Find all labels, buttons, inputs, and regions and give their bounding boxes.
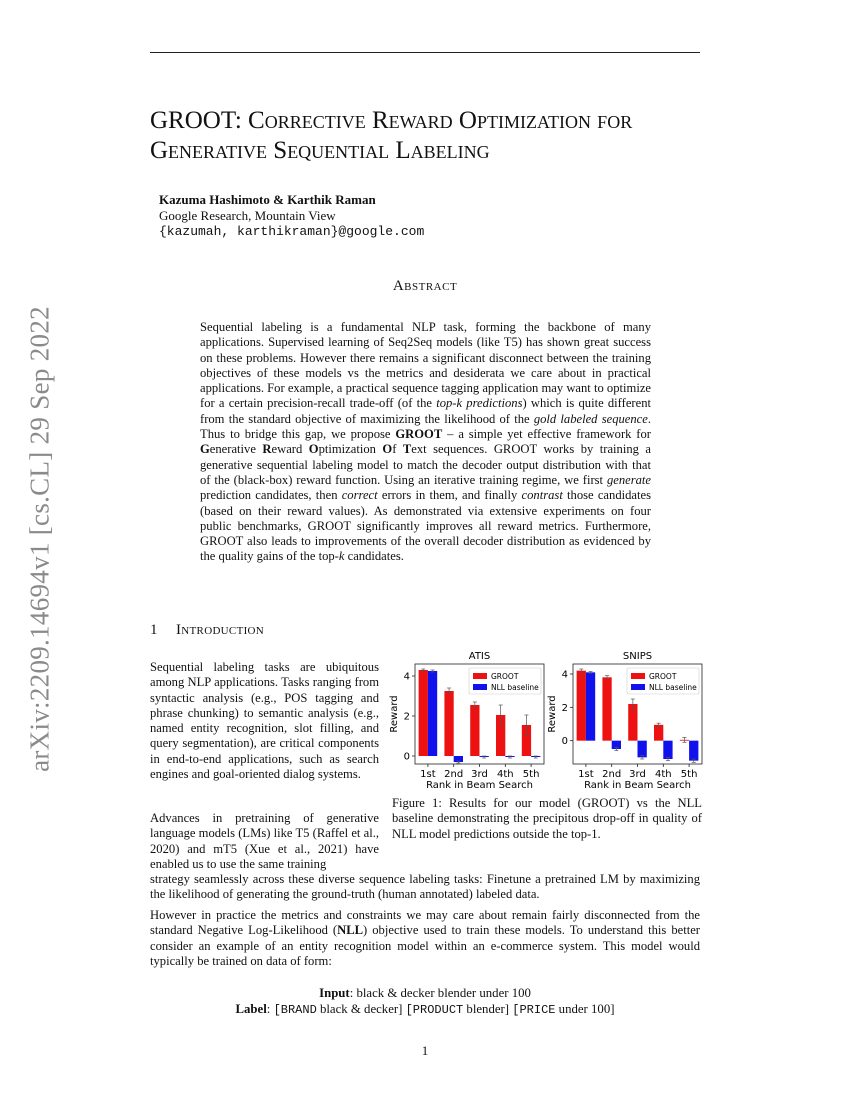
figure-1-snips-chart (545, 648, 707, 791)
y-axis-label: Reward (547, 695, 558, 733)
x-tick-label: 5th (522, 769, 540, 780)
bar-groot-2nd (602, 677, 611, 740)
paper-title: GROOT: Corrective Reward Optimization for Generative Sequential Labeling (150, 107, 633, 164)
bar-groot-1st (419, 670, 428, 756)
section-heading (150, 622, 264, 639)
y-tick-label: 0 (561, 736, 568, 748)
arxiv-id-text: arXiv:2209.14694v1 [cs.CL] 29 Sep 2022 (24, 306, 55, 772)
intro-paragraph-3: However in practice the metrics and constraints we may care about remain fairly disconnected from the standard Negative Log-Likelihood (NLL) objective used to train these models. To understand this better consider an example of an entity recognition model within an e-commerce system. This model would typically be trained on data of form: (150, 908, 700, 968)
figure-1-atis-chart (387, 648, 549, 791)
example-input: Input: black & decker blender under 100 (319, 986, 531, 1000)
x-axis-label: Rank in Beam Search (426, 780, 533, 791)
bar-groot-4th (654, 725, 663, 741)
chart-title: ATIS (468, 651, 491, 662)
example-label: Label: [BRAND black & decker] [PRODUCT blender] [PRICE under 100] (235, 1002, 615, 1017)
email: {kazumah, karthikraman}@google.com (159, 224, 425, 239)
legend-swatch-0 (473, 673, 487, 679)
intro-paragraph-1: Sequential labeling tasks are ubiquitous among NLP applications. Tasks ranging from syntactic analysis (e.g., POS tagging and phrase chunking) to semantic analysis (e.g., named entity recognition, slot filling, and query segmentation), are critical components in end-to-end applications, such as search engines and goal-oriented dialog systems. (150, 660, 379, 782)
intro-paragraph-2-wrapped: Advances in pretraining of generative language models (LMs) like T5 (Raffel et al., 2020) and mT5 (Xue et al., 2021) have enabled us to use the same training (150, 811, 379, 871)
arxiv-side-identifier (10, 294, 70, 784)
abstract-body: Sequential labeling is a fundamental NLP task, forming the backbone of many applications. Supervised learning of Seq2Seq models (like T5) has shown great success on these problems. However there remains a significant disconnect between the training objectives of these models vs the metrics and desiderata we care about in practical applications. For example, a practical sequence tagging application may want to optimize for a certain precision-recall trade-off (of the top-k predictions) which is quite different from the standard objective of maximizing the likelihood of the gold labeled sequence. Thus to bridge this gap, we propose GROOT – a simple yet effective framework for Generative Reward Optimization Of Text sequences. GROOT works by training a generative sequential labeling model to match the decoder output distribution with that of the (black-box) reward function. Using an iterative training regime, we first generate prediction candidates, then correct errors in them, and finally contrast those candidates (based on their reward values). As demonstrated via extensive experiments on four public benchmarks, GROOT significantly improves all reward metrics. Furthermore, GROOT also leads to improvements of the overall decoder distribution as evidenced by the quality gains of the top-k candidates. (200, 320, 652, 564)
x-tick-label: 3rd (471, 769, 488, 780)
bar-groot-1st (577, 671, 586, 741)
x-tick-label: 4th (496, 769, 514, 780)
section-title: Introduction (176, 622, 265, 638)
x-tick-label: 1st (578, 769, 594, 780)
legend-swatch-1 (473, 684, 487, 690)
x-tick-label: 1st (420, 769, 436, 780)
intro-paragraph-2-full: strategy seamlessly across these diverse sequence labeling tasks: Finetune a pretrained LM by maximizing the likelihood of generating the ground-truth (human annotated) labeled data. (150, 872, 700, 902)
x-tick-label: 3rd (629, 769, 646, 780)
header-rule (150, 52, 700, 53)
y-tick-label: 4 (403, 671, 410, 683)
affiliation: Google Research, Mountain View (159, 208, 336, 223)
page-number: 1 (421, 1043, 429, 1058)
bar-nll-baseline-1st (428, 671, 437, 756)
bar-nll-baseline-4th (663, 741, 672, 759)
x-tick-label: 2nd (444, 769, 464, 780)
bar-groot-3rd (470, 705, 479, 756)
bar-nll-baseline-5th (689, 741, 698, 761)
bar-nll-baseline-3rd (638, 741, 647, 758)
chart-title: SNIPS (622, 651, 653, 662)
y-tick-label: 2 (561, 702, 568, 714)
bar-groot-3rd (628, 704, 637, 741)
legend-swatch-1 (631, 684, 645, 690)
legend-label-0: GROOT (491, 672, 519, 681)
figure-caption: Figure 1: Results for our model (GROOT) vs the NLL baseline demonstrating the precipitous drop-off in quality of NLL model predictions outside the top-1. (392, 796, 702, 841)
y-tick-label: 0 (403, 751, 410, 763)
x-tick-label: 2nd (602, 769, 622, 780)
x-axis-label: Rank in Beam Search (584, 780, 691, 791)
abstract-heading: Abstract (392, 278, 458, 294)
y-axis-label: Reward (389, 695, 400, 733)
legend-swatch-0 (631, 673, 645, 679)
x-tick-label: 5th (680, 769, 698, 780)
legend-label-1: NLL baseline (491, 683, 539, 692)
legend-label-1: NLL baseline (649, 683, 697, 692)
y-tick-label: 2 (403, 711, 410, 723)
section-number: 1 (150, 622, 158, 638)
legend-label-0: GROOT (649, 672, 677, 681)
authors: Kazuma Hashimoto & Karthik Raman (159, 192, 376, 207)
y-tick-label: 4 (561, 669, 568, 681)
bar-nll-baseline-1st (586, 672, 595, 740)
bar-groot-2nd (444, 691, 453, 756)
x-tick-label: 4th (654, 769, 672, 780)
